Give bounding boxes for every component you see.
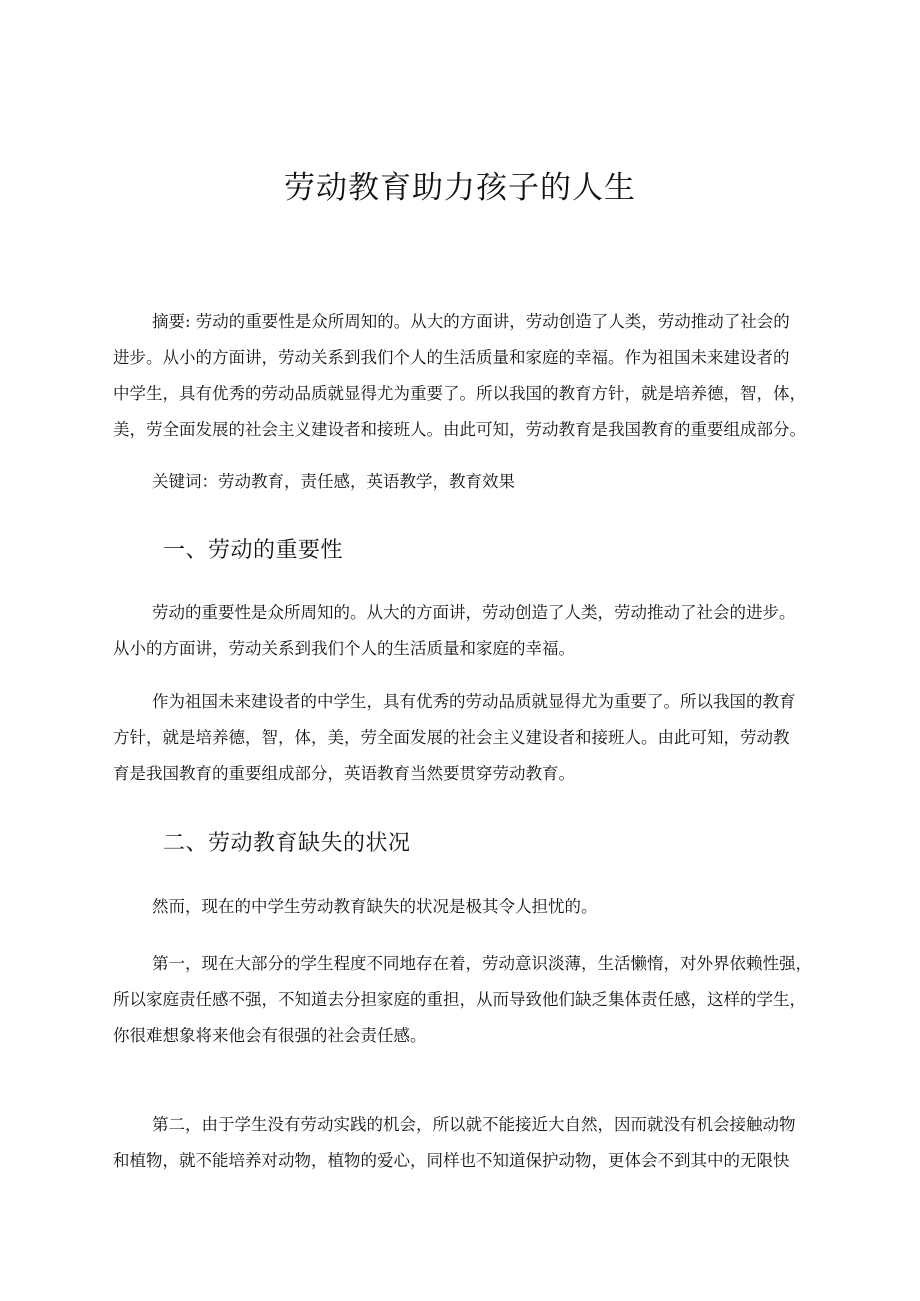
abstract-line: 进步。从小的方面讲，劳动关系到我们个人的生活质量和家庭的幸福。作为祖国未来建设者的 bbox=[113, 348, 790, 367]
paragraph-line: 劳动的重要性是众所周知的。从大的方面讲，劳动创造了人类，劳动推动了社会的进步。 bbox=[152, 603, 796, 622]
paragraph-line: 从小的方面讲，劳动关系到我们个人的生活质量和家庭的幸福。 bbox=[113, 639, 575, 658]
paragraph-line: 然而，现在的中学生劳动教育缺失的状况是极其令人担忧的。 bbox=[152, 897, 598, 916]
document-title: 劳动教育助力孩子的人生 bbox=[284, 170, 636, 206]
keywords-paragraph bbox=[113, 464, 813, 500]
paragraph-line: 你很难想象将来他会有很强的社会责任感。 bbox=[113, 1026, 427, 1045]
paragraph-line: 所以家庭责任感不强，不知道去分担家庭的重担，从而导致他们缺乏集体责任感，这样的学生， bbox=[113, 990, 806, 1009]
section-heading-importance: 一、劳动的重要性 bbox=[163, 538, 344, 563]
abstract-paragraph bbox=[113, 304, 813, 448]
paragraph bbox=[113, 595, 813, 667]
paragraph-line: 第一，现在大部分的学生程度不同地存在着，劳动意识淡薄，生活懒惰，对外界依赖性强， bbox=[152, 954, 812, 973]
abstract-line: 摘要: 劳动的重要性是众所周知的。从大的方面讲，劳动创造了人类，劳动推动了社会的 bbox=[152, 312, 790, 331]
keywords-line: 关键词：劳动教育，责任感，英语教学，教育效果 bbox=[152, 472, 515, 491]
paragraph-line: 作为祖国未来建设者的中学生，具有优秀的劳动品质就显得尤为重要了。所以我国的教育 bbox=[152, 692, 796, 711]
paragraph-line: 第二，由于学生没有劳动实践的机会，所以就不能接近大自然，因而就没有机会接触动物 bbox=[152, 1115, 796, 1134]
paragraph bbox=[113, 1107, 813, 1179]
abstract-line: 中学生，具有优秀的劳动品质就显得尤为重要了。所以我国的教育方针，就是培养德，智，体， bbox=[113, 384, 806, 403]
paragraph-line: 和植物，就不能培养对动物，植物的爱心，同样也不知道保护动物，更体会不到其中的无限快 bbox=[113, 1151, 790, 1170]
paragraph bbox=[113, 889, 813, 925]
paragraph bbox=[113, 684, 813, 792]
section-heading-lack: 二、劳动教育缺失的状况 bbox=[163, 831, 411, 856]
paragraph bbox=[113, 946, 813, 1054]
paragraph-line: 方针，就是培养德，智，体，美，劳全面发展的社会主义建设者和接班人。由此可知，劳动教 bbox=[113, 728, 790, 747]
abstract-line: 美，劳全面发展的社会主义建设者和接班人。由此可知，劳动教育是我国教育的重要组成部分。 bbox=[113, 420, 806, 439]
paragraph-line: 育是我国教育的重要组成部分，英语教育当然要贯穿劳动教育。 bbox=[113, 764, 575, 783]
